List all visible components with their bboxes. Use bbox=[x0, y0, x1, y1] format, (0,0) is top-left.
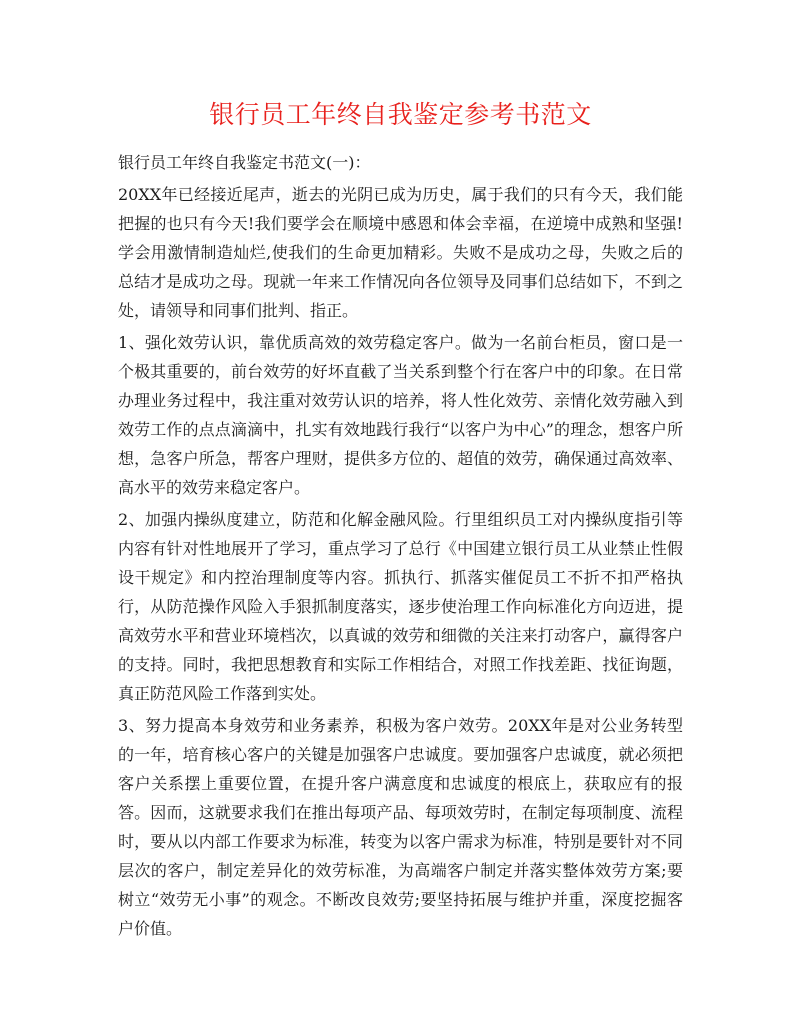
section-1-paragraph: 1、强化效劳认识，靠优质高效的效劳稳定客户。做为一名前台柜员，窗口是一个极其重要的，前台效劳的好坏直截了当关系到整个行在客户中的印象。在日常办理业务过程中，我注重对效劳认识的培养，将人性化效劳、亲情化效劳融入到效劳工作的点点滴滴中，扎实有效地践行我行“以客户为中心”的理念，想客户所想，急客户所急，帮客户理财，提供多方位的、超值的效劳，确保通过高效率、高水平的效劳来稳定客户。 bbox=[118, 333, 683, 497]
intro-paragraph: 20XX年已经接近尾声，逝去的光阴已成为历史，属于我们的只有今天，我们能把握的也只有今天!我们要学会在顺境中感恩和体会幸福，在逆境中成熟和坚强!学会用激情制造灿烂,使我们的生命更加精彩。失败不是成功之母，失败之后的总结才是成功之母。现就一年来工作情况向各位领导及同事们总结如下，不到之处，请领导和同事们批判、指正。 bbox=[118, 185, 683, 320]
section-2-paragraph: 2、加强内操纵度建立，防范和化解金融风险。行里组织员工对内操纵度指引等内容有针对性地展开了学习，重点学习了总行《中国建立银行员工从业禁止性假设干规定》和内控治理制度等内容。抓执行、抓落实催促员工不折不扣严格执行，从防范操作风险入手狠抓制度落实，逐步使治理工作向标准化方向迈进，提高效劳水平和营业环境档次，以真诚的效劳和细微的关注来打动客户，赢得客户的支持。同时，我把思想教育和实际工作相结合，对照工作找差距、找征询题，真正防范风险工作落到实处。 bbox=[118, 510, 683, 703]
section-3-paragraph: 3、努力提高本身效劳和业务素养，积极为客户效劳。20XX年是对公业务转型的一年，培育核心客户的关键是加强客户忠诚度。要加强客户忠诚度，就必须把客户关系摆上重要位置，在提升客户满意度和忠诚度的根底上，获取应有的报答。因而，这就要求我们在推出每项产品、每项效劳时，在制定每项制度、流程时，要从以内部工作要求为标准，转变为以客户需求为标准，特别是要针对不同层次的客户，制定差异化的效劳标准，为高端客户制定并落实整体效劳方案;要树立“效劳无小事”的观念。不断改良效劳;要坚持拓展与维护并重，深度挖掘客户价值。 bbox=[118, 716, 683, 938]
document-page bbox=[118, 92, 683, 946]
subtitle-paragraph: 银行员工年终自我鉴定书范文(一)： bbox=[118, 153, 371, 172]
document-title: 银行员工年终自我鉴定参考书范文 bbox=[209, 100, 592, 129]
